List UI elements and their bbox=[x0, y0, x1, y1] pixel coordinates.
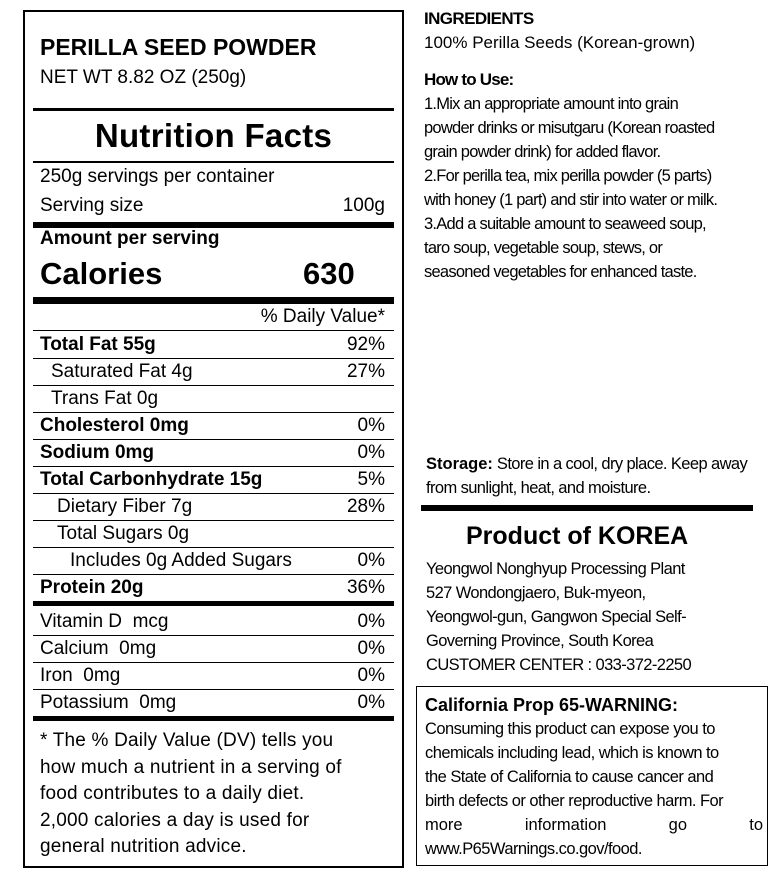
warning-line: the State of California to cause cancer and bbox=[425, 768, 714, 786]
customer-center: CUSTOMER CENTER : 033-372-2250 bbox=[426, 656, 692, 674]
manufacturer-line: Yeongwol Nonghyup Processing Plant bbox=[426, 560, 685, 578]
footnote-line: * The % Daily Value (DV) tells you bbox=[40, 730, 334, 751]
footnote-line: how much a nutrient in a serving of bbox=[40, 756, 342, 778]
footnote-line: food contributes to a daily diet. bbox=[40, 783, 305, 804]
how-to-use-title: How to Use: bbox=[424, 70, 514, 89]
nutrient-dv: 0% bbox=[357, 638, 385, 659]
manufacturer-line: Yeongwol-gun, Gangwon Special Self- bbox=[426, 608, 686, 626]
product-name: PERILLA SEED POWDER bbox=[40, 34, 317, 60]
calories-label: Calories bbox=[40, 256, 163, 291]
divider bbox=[33, 161, 394, 163]
how-to-use-line: 3.Add a suitable amount to seaweed soup, bbox=[424, 215, 706, 233]
divider bbox=[33, 297, 394, 304]
nutrient-label: Saturated Fat 4g bbox=[51, 361, 193, 382]
calories-value: 630 bbox=[303, 256, 355, 291]
nutrient-dv: 0% bbox=[357, 611, 385, 632]
footnote-line: 2,000 calories a day is used for bbox=[40, 809, 310, 831]
divider bbox=[421, 505, 753, 511]
divider bbox=[33, 330, 394, 331]
nutrient-dv: 36% bbox=[346, 577, 385, 598]
nutrient-label: Total Sugars 0g bbox=[57, 523, 190, 544]
how-to-use-line: 2.For perilla tea, mix perilla powder (5 parts) bbox=[424, 167, 712, 185]
nutrient-row-total-sugars bbox=[33, 521, 394, 548]
how-to-use-line: taro soup, vegetable soup, stews, or bbox=[424, 239, 663, 257]
nutrient-row-vitamin-d bbox=[33, 609, 394, 636]
nutrient-label: Total Fat 55g bbox=[40, 334, 156, 355]
nutrient-row-potassium bbox=[33, 690, 394, 721]
nutrient-label: Sodium 0mg bbox=[40, 442, 155, 463]
serving-size-value: 100g bbox=[342, 195, 385, 216]
storage-instructions bbox=[426, 453, 766, 500]
nutrient-row-dietary-fiber bbox=[33, 494, 394, 521]
manufacturer-line: 527 Wondongjaero, Buk-myeon, bbox=[426, 584, 646, 602]
warning-word: go bbox=[668, 816, 688, 834]
warning-line: chemicals including lead, which is known to bbox=[425, 744, 719, 762]
prop65-website: www.P65Warnings.co.gov/food. bbox=[425, 840, 642, 858]
warning-word: to bbox=[749, 816, 763, 834]
nutrient-label: Dietary Fiber 7g bbox=[57, 496, 193, 517]
nutrient-dv: 27% bbox=[346, 361, 385, 382]
nutrient-label: Cholesterol 0mg bbox=[40, 415, 189, 436]
nutrient-dv: 92% bbox=[346, 334, 385, 355]
footnote-line: general nutrition advice. bbox=[40, 836, 247, 857]
how-to-use-line: 1.Mix an appropriate amount into grain bbox=[424, 95, 678, 113]
nutrient-label: Includes 0g Added Sugars bbox=[70, 550, 292, 571]
amount-per-serving: Amount per serving bbox=[40, 228, 220, 249]
nutrient-row-total-fat bbox=[33, 332, 394, 359]
nutrient-row-iron bbox=[33, 663, 394, 690]
warning-line bbox=[425, 816, 763, 835]
nutrient-label: Trans Fat 0g bbox=[51, 388, 159, 409]
nutrient-dv: 0% bbox=[357, 550, 385, 571]
nutrition-facts-panel bbox=[23, 10, 404, 868]
nutrient-row-cholesterol bbox=[33, 413, 394, 440]
serving-size-label: Serving size bbox=[40, 195, 144, 216]
nutrient-label: Total Carbonhydrate 15g bbox=[40, 469, 263, 490]
nutrient-row-sodium bbox=[33, 440, 394, 467]
nutrient-dv: 28% bbox=[346, 496, 385, 517]
net-weight: NET WT 8.82 OZ (250g) bbox=[40, 67, 247, 88]
nutrient-dv: 0% bbox=[357, 415, 385, 436]
nutrient-row-trans-fat bbox=[33, 386, 394, 413]
nutrient-row-calcium bbox=[33, 636, 394, 663]
nutrient-label: Iron 0mg bbox=[40, 665, 121, 686]
nutrient-row-protein bbox=[33, 575, 394, 606]
how-to-use-line: seasoned vegetables for enhanced taste. bbox=[424, 263, 697, 281]
nutrient-row-total-carbohydrate bbox=[33, 467, 394, 494]
warning-word: more bbox=[425, 816, 463, 834]
prop65-warning-title: California Prop 65-WARNING: bbox=[425, 695, 679, 715]
nutrient-label: Vitamin D mcg bbox=[40, 611, 169, 632]
warning-word: information bbox=[524, 816, 607, 834]
daily-value-footnote bbox=[40, 728, 400, 861]
nutrient-dv: 0% bbox=[357, 442, 385, 463]
nutrient-dv: 0% bbox=[357, 665, 385, 686]
nutrient-row-added-sugars bbox=[33, 548, 394, 575]
warning-line: Consuming this product can expose you to bbox=[425, 720, 715, 738]
ingredients-text: 100% Perilla Seeds (Korean-grown) bbox=[424, 33, 696, 52]
nutrient-label: Protein 20g bbox=[40, 577, 144, 598]
divider bbox=[33, 108, 394, 111]
nutrient-label: Potassium 0mg bbox=[40, 692, 177, 713]
manufacturer-line: Governing Province, South Korea bbox=[426, 632, 654, 650]
storage-text: Store in a cool, dry place. Keep away from sunlight, heat, and moisture. bbox=[426, 455, 748, 497]
nutrition-facts-title: Nutrition Facts bbox=[94, 117, 333, 154]
nutrient-row-saturated-fat bbox=[33, 359, 394, 386]
nutrient-dv: 5% bbox=[357, 469, 385, 490]
storage-label: Storage: bbox=[426, 455, 493, 473]
ingredients-title: INGREDIENTS bbox=[424, 9, 534, 28]
how-to-use-line: powder drinks or misutgaru (Korean roasted bbox=[424, 119, 715, 137]
warning-line: birth defects or other reproductive harm. For bbox=[425, 792, 724, 810]
servings-per-container: 250g servings per container bbox=[40, 166, 275, 187]
nutrient-label: Calcium 0mg bbox=[40, 638, 157, 659]
how-to-use-line: with honey (1 part) and stir into water or milk. bbox=[424, 191, 718, 209]
how-to-use-line: grain powder drink) for added flavor. bbox=[424, 143, 661, 161]
product-origin-title: Product of KOREA bbox=[466, 522, 689, 550]
daily-value-header: % Daily Value* bbox=[260, 306, 385, 327]
nutrient-dv: 0% bbox=[357, 692, 385, 713]
